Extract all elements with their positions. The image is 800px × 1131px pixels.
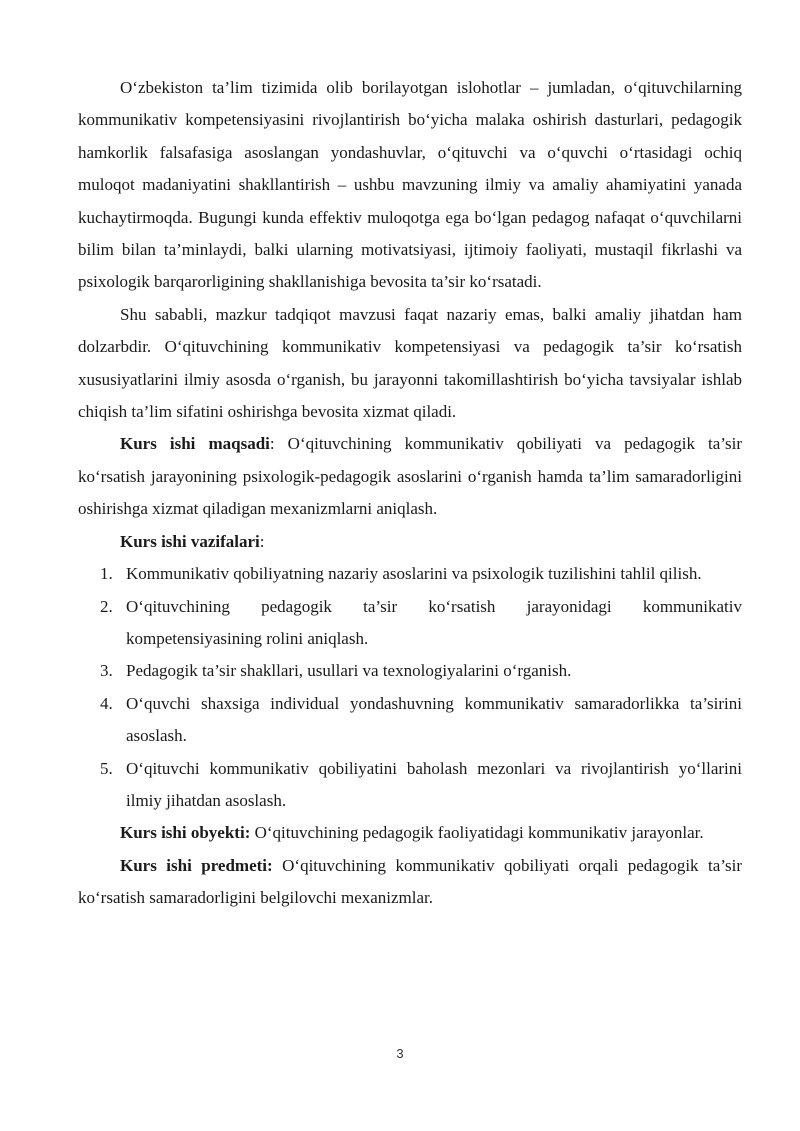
document-page <box>78 72 742 915</box>
list-item-number: 1. <box>100 564 113 584</box>
course-subject-label: Kurs ishi predmeti: <box>120 855 273 875</box>
list-item <box>78 655 742 687</box>
list-item-number: 4. <box>100 693 113 713</box>
list-item <box>78 558 742 590</box>
course-goal <box>78 428 742 525</box>
list-item-text: O‘qituvchining pedagogik ta’sir ko‘rsatish jarayonidagi kommunikativ kompetensiyasining rolini aniqlash. <box>126 596 742 648</box>
course-tasks-list <box>78 558 742 817</box>
list-item-text: Pedagogik ta’sir shakllari, usullari va texnologiyalarini o‘rganish. <box>126 661 572 681</box>
course-subject <box>78 850 742 915</box>
list-item <box>78 688 742 753</box>
course-object-label: Kurs ishi obyekti: <box>120 823 251 843</box>
course-tasks-separator: : <box>259 531 265 551</box>
list-item-number: 3. <box>100 661 113 681</box>
course-object-text: O‘qituvchining pedagogik faoliyatidagi kommunikativ jarayonlar. <box>250 823 704 843</box>
list-item-text: O‘quvchi shaxsiga individual yondashuvning kommunikativ samaradorlikka ta’sirini asoslash. <box>126 693 742 746</box>
course-goal-text: O‘qituvchining kommunikativ qobiliyati va pedagogik ta’sir ko‘rsatish jarayonining psixologik-pedagogik asoslarini o‘rganish hamda ta’lim samaradorligini oshirishga xizmat qiladigan mexanizmlarni aniqlash. <box>78 434 742 519</box>
course-tasks-heading <box>78 526 742 558</box>
list-item-text: O‘qituvchi kommunikativ qobiliyatini baholash mezonlari va rivojlantirish yo‘llarini ilmiy jihatdan asoslash. <box>126 758 742 810</box>
list-item <box>78 591 742 656</box>
course-object <box>78 817 742 849</box>
list-item-number: 5. <box>100 758 113 778</box>
course-tasks-label: Kurs ishi vazifalari <box>120 531 260 551</box>
page-number: 3 <box>396 1046 404 1061</box>
course-subject-text: O‘qituvchining kommunikativ qobiliyati orqali pedagogik ta’sir ko‘rsatish samaradorligini belgilovchi mexanizmlar. <box>78 855 742 908</box>
list-item-number: 2. <box>100 596 113 616</box>
paragraph-intro: O‘zbekiston ta’lim tizimida olib borilayotgan islohotlar – jumladan, o‘qituvchilarning kommunikativ kompetensiyasini rivojlantirish bo‘yicha malaka oshirish dasturlari, pedagogik hamkorlik falsafasiga asoslangan yondashuvlar, o‘qituvchi va o‘quvchi o‘rtasidagi ochiq muloqot madaniyatini shakllantirish – ushbu mavzuning ilmiy va amaliy ahamiyatini yanada kuchaytirmoqda. Bugungi kunda effektiv muloqotga ega bo‘lgan pedagog nafaqat o‘quvchilarni bilim bilan ta’minlaydi, balki ularning motivatsiyasi, ijtimoiy faoliyati, mustaqil fikrlashi va psixologik barqarorligining shakllanishiga bevosita ta’sir ko‘rsatadi. <box>78 78 742 292</box>
list-item-text: Kommunikativ qobiliyatning nazariy asoslarini va psixologik tuzilishini tahlil qilish. <box>126 564 702 584</box>
paragraph-relevance: Shu sababli, mazkur tadqiqot mavzusi faqat nazariy emas, balki amaliy jihatdan ham dolzarbdir. O‘qituvchining kommunikativ kompetensiyasi va pedagogik ta’sir ko‘rsatish xususiyatlarini ilmiy asosda o‘rganish, bu jarayonni takomillashtirish bo‘yicha tavsiyalar ishlab chiqish ta’lim sifatini oshirishga bevosita xizmat qiladi. <box>78 304 742 422</box>
list-item <box>78 753 742 818</box>
course-goal-label: Kurs ishi maqsadi <box>120 434 270 454</box>
course-goal-separator: : <box>269 434 275 454</box>
